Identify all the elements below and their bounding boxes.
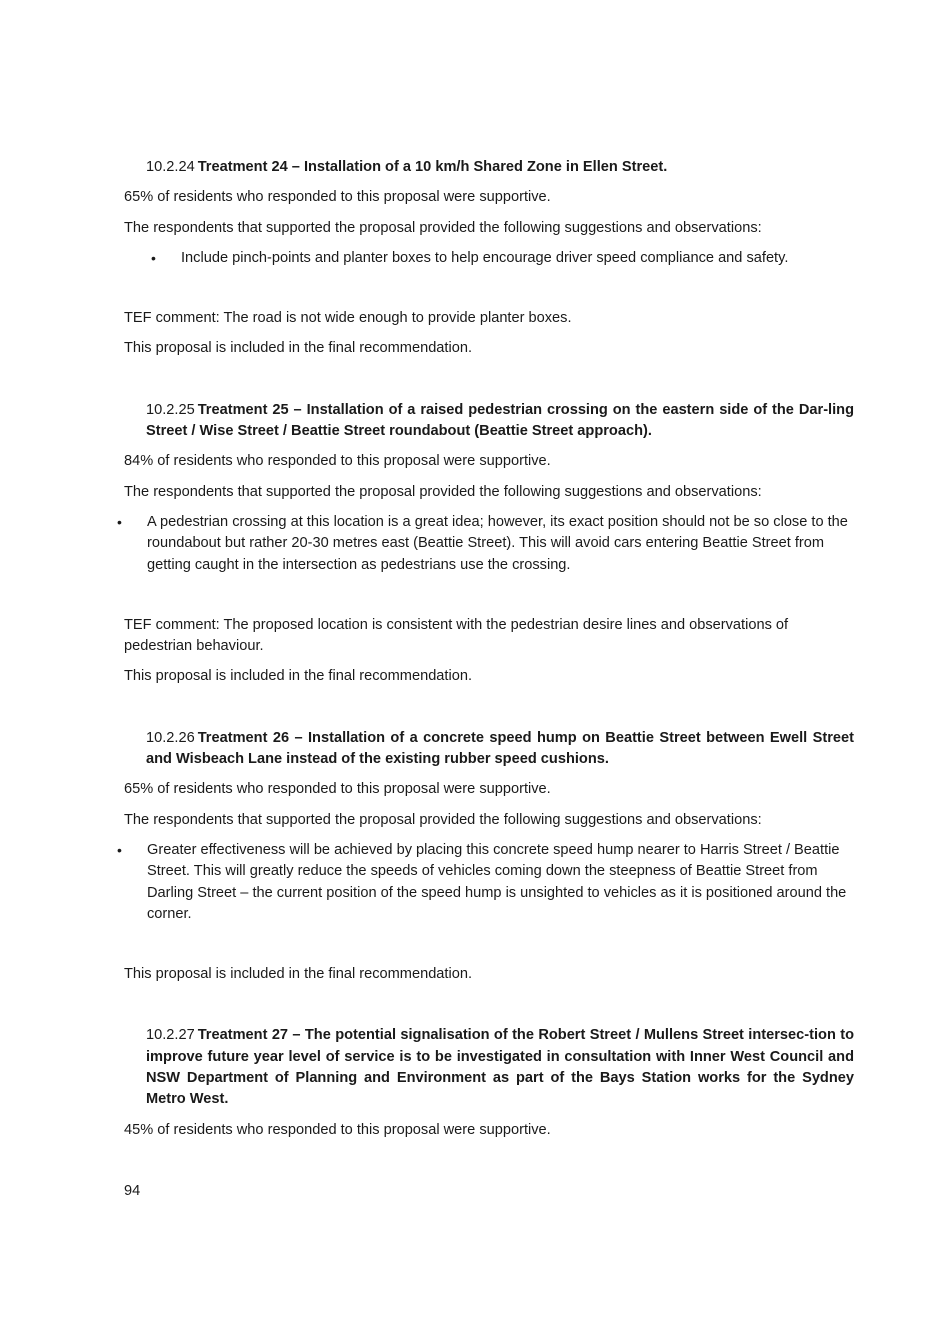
bullet-icon: • [151, 249, 156, 266]
recommendation-outcome: This proposal is included in the final recommendation. [124, 340, 473, 357]
suggestions-list [124, 248, 854, 269]
bullet-icon: • [117, 841, 122, 858]
support-percentage: 45% of residents who responded to this proposal were supportive. [124, 1121, 551, 1138]
list-item-text: A pedestrian crossing at this location is a great idea; however, its exact position should not be so close to the roundabout but rather 20-30 metres east (Beattie Street). This will avoid cars entering Beattie Street from getting caught in the intersection as pedestrians use the crossing. [147, 513, 848, 573]
suggestions-list [117, 840, 854, 925]
respondents-intro: The respondents that supported the proposal provided the following suggestions and observations: [124, 483, 762, 500]
list-item-text: Include pinch-points and planter boxes to help encourage driver speed compliance and safety. [181, 249, 789, 266]
section-heading-25 [146, 400, 854, 443]
section-heading-24 [146, 157, 854, 178]
section-title: Treatment 26 – Installation of a concrete speed hump on Beattie Street between Ewell Street and Wisbeach Lane instead of the existing rubber speed cushions. [146, 729, 854, 768]
section-number: 10.2.26 [146, 729, 195, 746]
list-item [117, 512, 854, 576]
recommendation-outcome: This proposal is included in the final recommendation. [124, 966, 473, 983]
section-heading-26 [146, 728, 854, 771]
list-item [117, 840, 854, 925]
section-number: 10.2.25 [146, 401, 195, 418]
suggestions-list [117, 512, 854, 576]
respondents-intro: The respondents that supported the proposal provided the following suggestions and observations: [124, 219, 762, 236]
support-percentage: 84% of residents who responded to this proposal were supportive. [124, 453, 551, 470]
section-number: 10.2.24 [146, 159, 195, 175]
section-title: Treatment 27 – The potential signalisation of the Robert Street / Mullens Street intersec-tion to improve future year level of service is to be investigated in consultation with Inner West Council and NSW Department of Planning and Environment as part of the Bays Station works for the Sydney Metro West. [146, 1027, 854, 1108]
list-item-text: Greater effectiveness will be achieved by placing this concrete speed hump nearer to Harris Street / Beattie Street. This will greatly reduce the speeds of vehicles coming down the steepness of Beattie Street from Darling Street – the current position of the speed hump is unsighted to vehicles as it is positioned around the corner. [147, 841, 847, 922]
recommendation-outcome: This proposal is included in the final recommendation. [124, 668, 473, 685]
page-number: 94 [124, 1183, 141, 1199]
tef-comment: TEF comment: The proposed location is consistent with the pedestrian desire lines and observations of pedestrian behaviour. [124, 616, 789, 655]
list-item [124, 248, 854, 269]
bullet-icon: • [117, 513, 122, 530]
support-percentage: 65% of residents who responded to this proposal were supportive. [124, 189, 551, 206]
respondents-intro: The respondents that supported the proposal provided the following suggestions and observations: [124, 811, 762, 828]
support-percentage: 65% of residents who responded to this proposal were supportive. [124, 781, 551, 798]
section-title: Treatment 25 – Installation of a raised pedestrian crossing on the eastern side of the Dar-ling Street / Wise Street / Beattie Street roundabout (Beattie Street approach). [146, 401, 854, 440]
section-number: 10.2.27 [146, 1027, 195, 1044]
document-body [117, 157, 854, 1150]
section-title: Treatment 24 – Installation of a 10 km/h Shared Zone in Ellen Street. [197, 159, 668, 175]
tef-comment: TEF comment: The road is not wide enough to provide planter boxes. [124, 310, 572, 327]
section-heading-27 [146, 1025, 854, 1110]
